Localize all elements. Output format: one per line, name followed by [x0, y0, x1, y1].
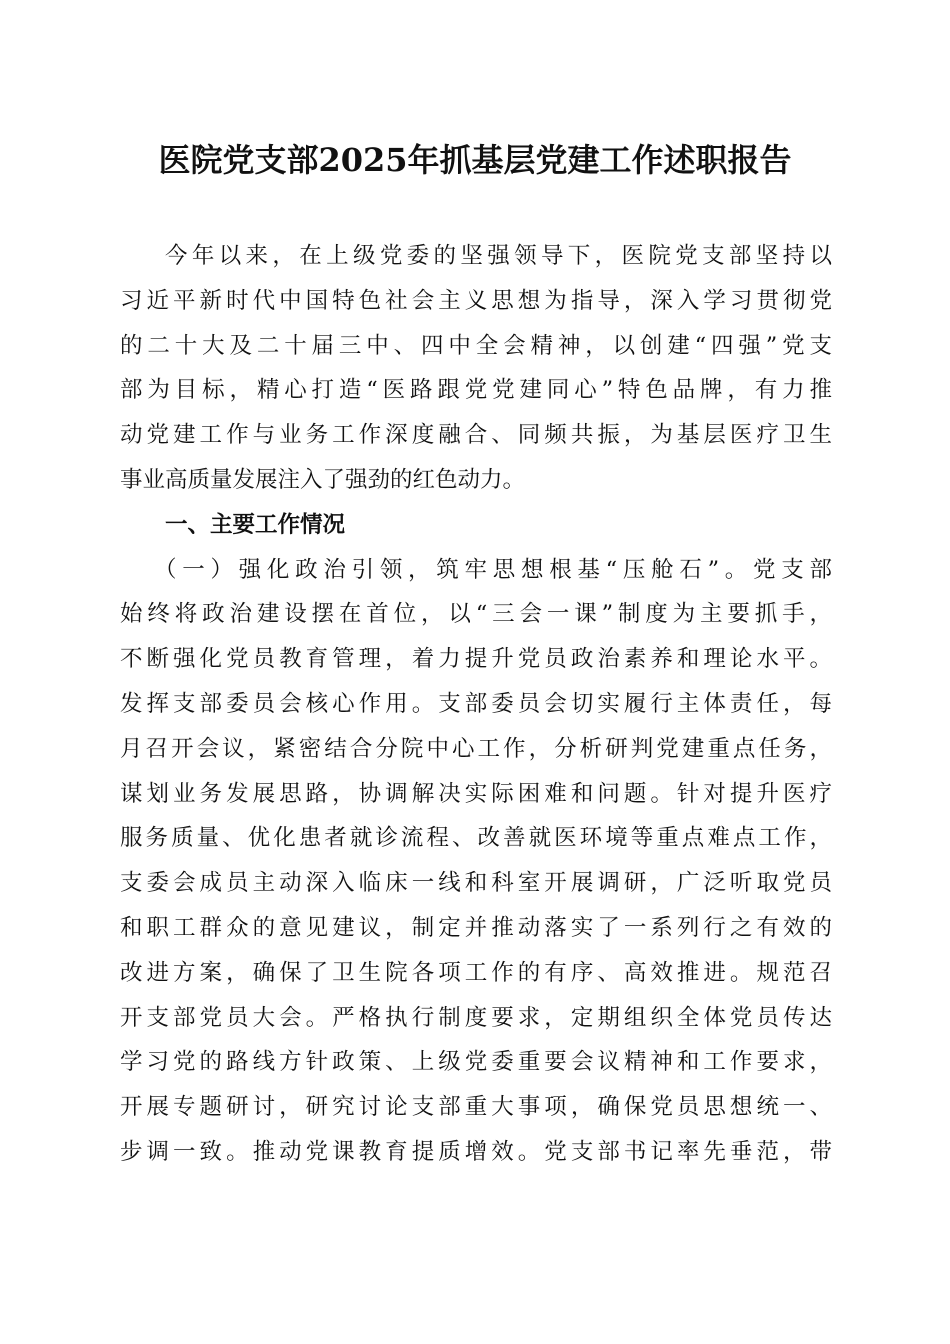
section-heading-block — [120, 503, 832, 548]
text-line: 月召开会议，紧密结合分院中心工作，分析研判党建重点任务， — [120, 735, 832, 762]
text-line: 部为目标，精心打造“医路跟党党建同心”特色品牌，有力推 — [120, 377, 832, 404]
text-line: 学习党的路线方针政策、上级党委重要会议精神和工作要求， — [120, 1049, 832, 1076]
text-line: 的二十大及二十届三中、四中全会精神，以创建“四强”党支 — [120, 332, 832, 359]
document-title: 医院党支部2025年抓基层党建工作述职报告 — [158, 141, 792, 179]
text-line: 今年以来，在上级党委的坚强领导下，医院党支部坚持以 — [165, 243, 832, 269]
text-line: 和职工群众的意见建议，制定并推动落实了一系列行之有效的 — [120, 914, 832, 941]
text-line: （一）强化政治引领，筑牢思想根基“压舱石”。党支部 — [154, 556, 832, 583]
text-line: 改进方案，确保了卫生院各项工作的有序、高效推进。规范召 — [120, 959, 832, 986]
text-line: 不断强化党员教育管理，着力提升党员政治素养和理论水平。 — [120, 646, 832, 673]
intro-paragraph — [120, 234, 832, 503]
text-line: 发挥支部委员会核心作用。支部委员会切实履行主体责任，每 — [120, 690, 832, 717]
text-line: 步调一致。推动党课教育提质增效。党支部书记率先垂范，带 — [120, 1138, 832, 1165]
text-line: 谋划业务发展思路，协调解决实际困难和问题。针对提升医疗 — [120, 780, 832, 807]
text-line: 事业高质量发展注入了强劲的红色动力。 — [120, 466, 526, 493]
text-line: 开展专题研讨，研究讨论支部重大事项，确保党员思想统一、 — [120, 1094, 832, 1121]
text-line: 支委会成员主动深入临床一线和科室开展调研，广泛听取党员 — [120, 870, 832, 897]
text-line: 习近平新时代中国特色社会主义思想为指导，深入学习贯彻党 — [120, 287, 832, 314]
section1-paragraph — [120, 548, 832, 1175]
text-line: 开支部党员大会。严格执行制度要求，定期组织全体党员传达 — [120, 1004, 832, 1031]
text-line: 始终将政治建设摆在首位，以“三会一课”制度为主要抓手， — [120, 601, 832, 628]
text-line: 动党建工作与业务工作深度融合、同频共振，为基层医疗卫生 — [120, 422, 832, 449]
section-heading: 一、主要工作情况 — [165, 511, 346, 538]
text-line: 服务质量、优化患者就诊流程、改善就医环境等重点难点工作， — [120, 825, 832, 852]
